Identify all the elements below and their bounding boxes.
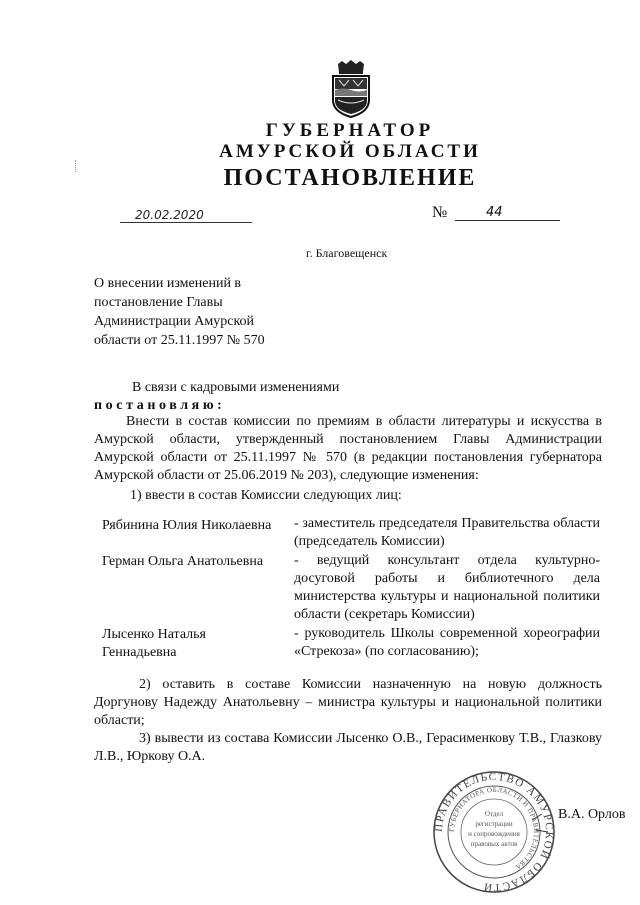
stamp-inner-text: ГУБЕРНАТОРА ОБЛАСТИ И ПРАВИТЕЛЬСТВА [447,785,541,872]
member-name: Лысенко Наталья Геннадьевна [102,627,206,660]
header-title: ГУБЕРНАТОР [265,120,435,141]
document-subject: О внесении изменений в постановление Главы Администрации Амурской области от 25.11.1997 № 570 [94,276,265,348]
member-name: Рябинина Юлия Николаевна [102,518,272,533]
item-3: 3) вывести из состава Комиссии Лысенко О.В., Герасименкову Т.В., Глазкову Л.В., Юркову О.А. [94,731,602,764]
document-type: ПОСТАНОВЛЕНИЕ [223,165,477,191]
member-role: - руководитель Школы современной хореографии «Стрекоза» (по согласованию); [294,626,600,659]
coat-of-arms-icon [330,60,372,118]
member-name: Герман Ольга Анатольевна [102,554,264,569]
number-sign: № [432,204,448,221]
intro-text: В связи с кадровыми изменениями [132,380,340,395]
stamp-line: и сопровождения [468,830,520,838]
item-1: 1) ввести в состав Комиссии следующих лиц: [130,488,402,503]
date-underline [120,222,252,223]
document-city: г. Благовещенск [306,246,388,260]
stamp-line: Отдел [484,810,504,818]
paragraph-main: Внести в состав комиссии по премиям в области литературы и искусства в Амурской области, утвержденный постановлением Главы Администрации Амурской области от 25.11.1997 № 570 (в редакции постановления губернатора Амурской области от 25.06.2019 № 203), следующие изменения: [94,414,602,483]
member-role: - ведущий консультант отдела культурно-досуговой работы и библиотечного дела министерства культуры и национальной политики области (секретарь Комиссии) [294,553,600,622]
header-region: АМУРСКОЙ ОБЛАСТИ [219,141,481,162]
number-underline [455,220,560,221]
stamp-outer-text: ПРАВИТЕЛЬСТВО АМУРСКОЙ ОБЛАСТИ [432,770,556,894]
member-role: - заместитель председателя Правительства области (председатель Комиссии) [294,516,600,549]
official-stamp-icon [432,770,556,894]
decree-word: постановляю: [94,398,226,413]
item-2: 2) оставить в составе Комиссии назначенную на новую должность Доргунову Надежду Анатольевну – министра культуры и национальной политики области; [94,677,602,728]
document-date: 20.02.2020 [135,208,204,222]
stamp-line: правовых актов [470,840,518,848]
signatory-name: В.А. Орлов [558,807,626,822]
document-number: 44 [486,205,503,220]
stamp-line: регистрации [475,820,513,828]
